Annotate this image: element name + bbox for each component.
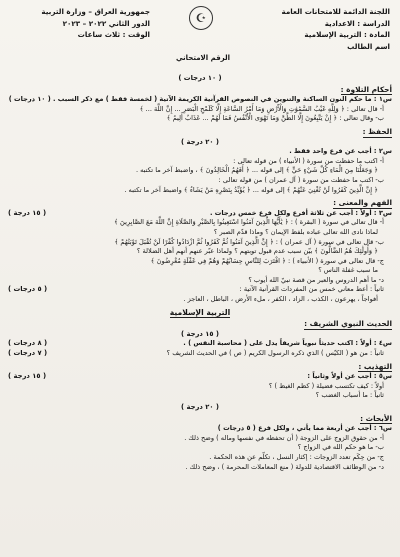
question3-vocabulary: أفواجاً ، يهرعون ، الكذب ، الزاد ، الكفر ، ملء الأرض ، الباطل ، العاجز . (183, 295, 378, 304)
question6-branch-c: ج- من حِكَم تعدد الزوجات : إكثار النسل ، تكلّم عن هذه الحكمة . (209, 452, 384, 461)
question2: س٢ : أجب عن فرع واحد فقط . (289, 147, 392, 156)
header-ministry (10, 6, 150, 41)
header-time-line: الوقت : ثلاث ساعات (77, 30, 150, 39)
question6: س٦ : أجب عن أربعة مما يأتي ، ولكل فرع ( ٥ درجات ) (217, 424, 392, 433)
section5-title: التهذيب : (358, 361, 392, 371)
ministry-seal-icon: ☪ (189, 6, 213, 30)
question4-first-degrees: ( ٨ درجات ) (8, 339, 48, 348)
question5-first: أولاً : كيف تكتسب فضيلة ( كظم الغيظ ) ؟ (268, 381, 384, 390)
question2-branch-a-verse: ﴿ وَجَعَلْنَا مِنَ الْمَاءِ كُلَّ شَيْءٍ حَيٍّ ﴾ إلى قوله ... ﴿ أَفَهُمُ الْخَالِدُونَ ﴾ ، واضبط آخر ما تكتبه . (135, 166, 378, 175)
question4-first: س٤ : أولاً : اكتب حديثاً نبوياً شريفاً يدل على ( محاسبة النفس ) . (183, 339, 392, 348)
question3-branch-b-question: ﴿ وَأُولَٰئِكَ هُمُ الضَّالُّونَ ﴾ بيّن سبب عدم قبول توبتهم ؟ ولماذا عبّر عنهم أنهم أهل الضلالة ؟ (136, 247, 378, 256)
section1-title: أحكام التلاوة : (340, 84, 392, 94)
exam-header (8, 4, 392, 74)
question4-second: ثانياً : من هو ( الكيّس ) الذي ذكره الرسول الكريم ( ص ) في الحديث الشريف ؟ (166, 349, 384, 358)
section5-degrees: ( ١٥ درجة ) (8, 372, 47, 381)
exam-number-label: الرقم الامتحاني (175, 54, 231, 62)
section6-degrees: ( ٢٠ درجة ) (180, 403, 220, 411)
question6-branch-a: أ- من حقوق الزوج على الزوجة ( أن تحفظه في نفسها وماله ) وضح ذلك . (184, 433, 384, 442)
section4-degrees: ( ١٥ درجة ) (180, 329, 220, 338)
question6-branch-b: ب- ما هو حكم الله في الزواج ؟ (297, 443, 384, 452)
header-subject-line: المادة : التربية الإسلامية (304, 30, 390, 39)
question1-branch-b: ب- وقال تعالى : ﴿ إِنْ يَتَّبِعُونَ إِلَّا الظَّنَّ وَمَا تَهْوَى الْأَنْفُسُ فَمَا لَهُمْ ... عَذَابٌ أَلِيمٌ ﴾ (166, 114, 384, 123)
part2-title (8, 308, 392, 318)
section3-title: الفهم والمعنى : (333, 198, 392, 208)
header-ministry-line: جمهورية العراق – وزارة التربية (41, 7, 150, 16)
question5-second: ثانياً : ما أسباب الغضب ؟ (315, 391, 384, 400)
question3-second-degrees: ( ٥ درجات ) (8, 285, 48, 294)
section2-title: الحفظ : (362, 126, 392, 136)
question5: س٥ : أجب عن أولاً وثانياً : (307, 372, 392, 381)
header-seal (166, 6, 236, 30)
header-committee-line: اللجنة الدائمة للامتحانات العامة (281, 7, 390, 16)
question2-branch-a: أ- اكتب ما حفظت من سورة ( الأنبياء ) من قوله تعالى : (233, 156, 384, 165)
question4-second-degrees: ( ٧ درجات ) (8, 349, 48, 358)
exam-body (8, 74, 392, 472)
question3-second: ثانياً : أعط معاني خمس من المفردات القرآنية الآتية : (239, 285, 384, 294)
question3-branch-a-question: لماذا نادى الله تعالى عباده بلفظ الإيمان ؟ وماذا قدّم الصبر ؟ (213, 227, 378, 236)
question1-branch-a: أ- قال تعالى : ﴿ وَلِلَّهِ غَيْبُ السَّمَٰوَٰتِ وَالْأَرْضِ وَمَا أَمْرُ السَّاعَةِ إِلَّا كَلَمْحِ الْبَصَرِ ... إِنَّ اللَّهَ ... ﴾ (139, 104, 384, 113)
question2-branch-b-verse: ﴿ إِنَّ الَّذِينَ كَفَرُوا لَنْ تُغْنِيَ عَنْهُمْ ﴾ إلى قوله ... ﴿ يُؤَيِّدُ بِنَصْرِهِ مَنْ يَشَاءُ ﴾ واضبط آخر ما تكتبه . (124, 185, 378, 194)
question1: س١ : ما حكم النون الساكنة والتنوين في النصوص القرآنية الكريمة الآتية ( لخمسة فقط ) مع ذكر السبب . ( ١٠ درجات ) (8, 95, 392, 104)
question2-branch-b: ب- اكتب ما حفظت من سورة ( آل عمران ) من قوله تعالى : (218, 175, 384, 184)
header-committee (240, 6, 390, 52)
question3-branch-a: أ- قال تعالى في سورة ( البقرة ) : ﴿ يَٰأَيُّهَا الَّذِينَ آمَنُوا اسْتَعِينُوا بِالصَّبْرِ وَالصَّلَاةِ إِنَّ اللَّهَ مَعَ الصَّابِرِينَ ﴾ (114, 218, 384, 227)
question3: س٣ : أولاً : أجب عن ثلاثة أفرع ولكل فرع خمس درجات . (209, 208, 392, 217)
question3-branch-d: د- ما أهم الدروس والعبر من قصة نبيّ الله أيوب ؟ (248, 275, 384, 284)
section1-degrees: ( ١٠ درجات ) (178, 74, 222, 82)
part2-title-text: التربية الإسلامية (169, 307, 231, 317)
section6-title: الأبحاث : (360, 413, 392, 423)
section2-degrees: ( ٢٠ درجة ) (180, 137, 220, 146)
question3-branch-c: ج- قال تعالى في سورة ( الأنبياء ) : ﴿ اقْتَرَبَ لِلنَّاسِ حِسَابُهُمْ وَهُمْ فِي غَفْلَةٍ مُعْرِضُونَ ﴾ (150, 256, 384, 265)
question6-branch-d: د- من الوظائف الاقتصادية للدولة ( منع المعاملات المحرمة ) ، وضح ذلك . (185, 462, 384, 471)
question3-branch-b: ب- قال تعالى في سورة ( آل عمران ) : ﴿ إِنَّ الَّذِينَ آمَنُوا ثُمَّ كَفَرُوا ثُمَّ ازْدَادُوا كُفْرًا لَنْ تُقْبَلَ تَوْبَتُهُمْ ﴾ (114, 237, 384, 246)
header-session-line: الدور الثاني ٢٠٢٢ – ٢٠٢٣ (62, 18, 150, 28)
section4-title: الحديث النبوي الشريف : (304, 319, 392, 329)
section3-degrees: ( ١٥ درجة ) (8, 208, 47, 217)
header-student-name-label: اسم الطالب (347, 41, 390, 51)
header-study-line: الدراسة : الاعدادية (324, 18, 390, 28)
question3-branch-c-question: ما سبب غفلة الناس ؟ (318, 266, 378, 275)
